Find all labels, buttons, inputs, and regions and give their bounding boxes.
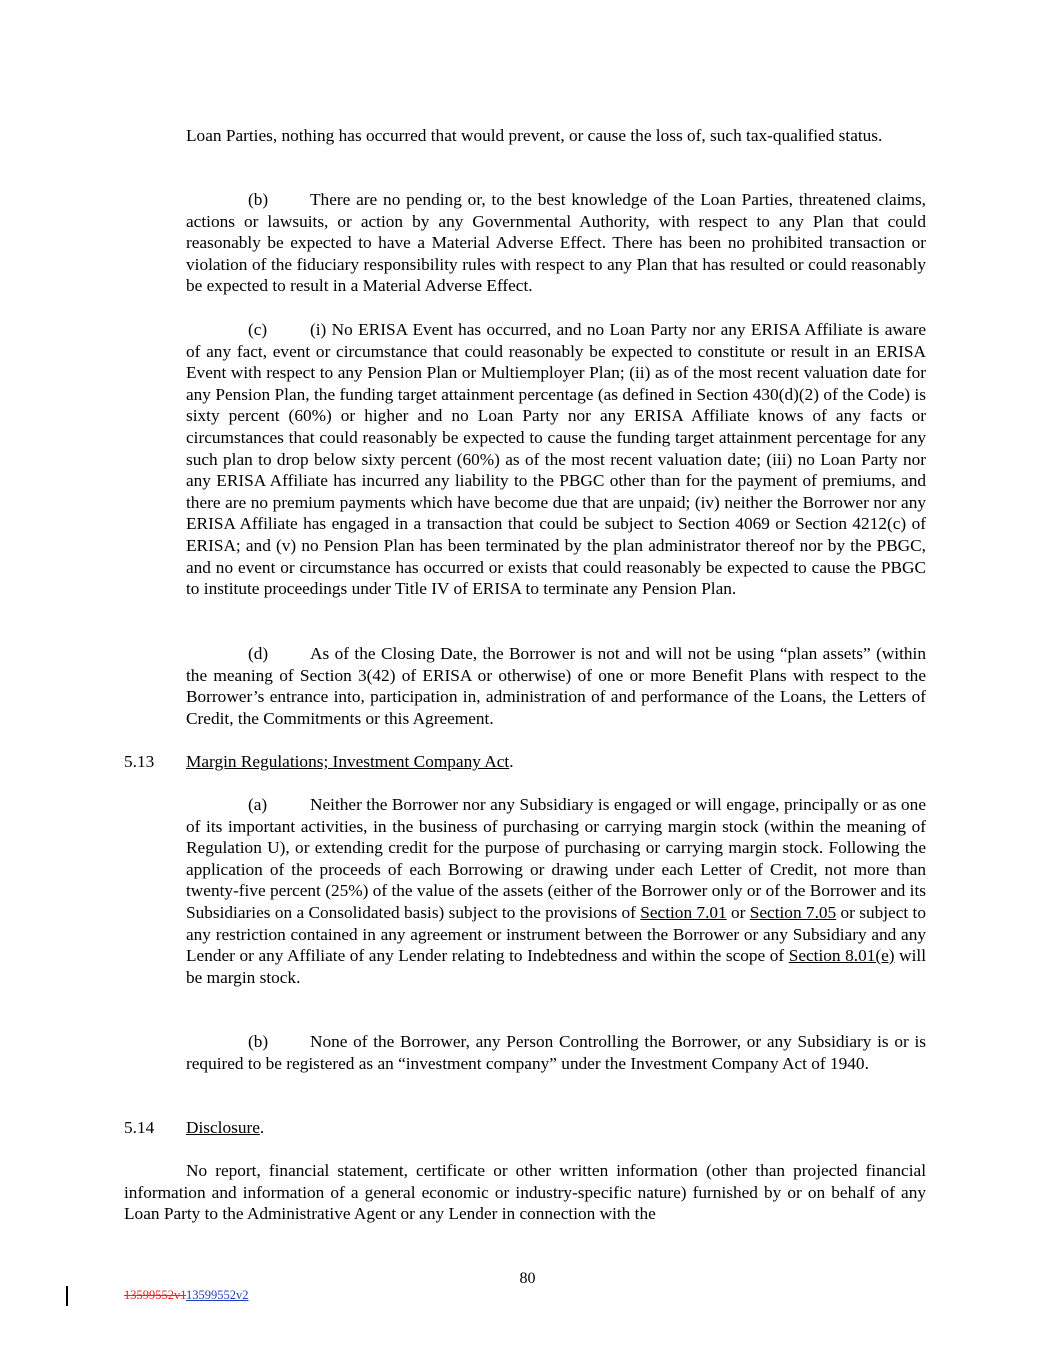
section-heading-513 xyxy=(124,751,514,773)
paragraph-text: No report, financial statement, certificate or other written information (other than projected financial information and information of a general economic or industry-specific nature) furnished by or on behalf of any Loan Party to the Administrative Agent or any Lender in connection with the xyxy=(124,1161,926,1224)
paragraph-text: As of the Closing Date, the Borrower is not and will not be using “plan assets” (within the meaning of Section 3(42) of ERISA or otherwise) of one or more Benefit Plans with respect to the Borrower’s entrance into, participation in, administration of and performance of the Loans, the Letters of Credit, the Commitments or this Agreement. xyxy=(186,644,926,728)
document-id xyxy=(124,1287,249,1303)
paragraph-513-b xyxy=(186,1031,926,1074)
paragraph-514 xyxy=(124,1160,926,1225)
clause-label: (b) xyxy=(248,1032,269,1051)
paragraph-text: There are no pending or, to the best knowledge of the Loan Parties, threatened claims, actions or lawsuits, or action by any Governmental Authority, with respect to any Plan that could reasonably be expected to have a Material Adverse Effect. There has been no prohibited transaction or violation of the fiduciary responsibility rules with respect to any Plan that has resulted or could reasonably be expected to result in a Material Adverse Effect. xyxy=(186,190,926,296)
section-number: 5.14 xyxy=(124,1118,155,1137)
clause-label: (c) xyxy=(248,320,268,339)
section-title: Disclosure xyxy=(186,1118,260,1137)
section-title-period: . xyxy=(259,1118,265,1137)
paragraph-continuation xyxy=(186,125,926,147)
paragraph-513-a xyxy=(186,794,926,988)
paragraph-text: (i) No ERISA Event has occurred, and no Loan Party nor any ERISA Affiliate is aware of any fact, event or circumstance that could reasonably be expected to constitute or result in an ERISA Event with respect to any Pension Plan or Multiemployer Plan; (ii) as of the most recent valuation date for any Pension Plan, the funding target attainment percentage (as defined in Section 430(d)(2) of the Code) is sixty percent (60%) or higher and no Loan Party nor any ERISA Affiliate knows of any facts or circumstances that could reasonably be expected to cause the funding target attainment percentage for any such plan to drop below sixty percent (60%) as of the most recent valuation date; (iii) no Loan Party nor any ERISA Affiliate has incurred any liability to the PBGC other than for the payment of premiums, and there are no premium payments which have become due that are unpaid; (iv) neither the Borrower nor any ERISA Affiliate has engaged in a transaction that could be subject to Section 4069 or Section 4212(c) of ERISA; and (v) no Pension Plan has been terminated by the plan administrator thereof nor by the PBGC, and no event or circumstance has occurred or exists that could reasonably be expected to cause the PBGC to institute proceedings under Title IV of ERISA to terminate any Pension Plan. xyxy=(186,320,926,599)
section-number: 5.13 xyxy=(124,752,155,771)
paragraph-b xyxy=(186,189,926,297)
clause-label: (a) xyxy=(248,795,268,814)
page-number: 80 xyxy=(519,1270,536,1287)
paragraph-text: will be margin stock. xyxy=(186,946,926,987)
paragraph-text: or xyxy=(726,902,750,922)
inserted-doc-id: 13599552v2 xyxy=(186,1288,249,1302)
clause-label: (b) xyxy=(248,190,269,209)
clause-label: (d) xyxy=(248,644,269,663)
section-reference-link[interactable]: Section 8.01(e) xyxy=(788,946,895,966)
section-heading-514 xyxy=(124,1117,264,1139)
section-reference-link[interactable]: Section 7.05 xyxy=(749,902,837,922)
paragraph-d xyxy=(186,643,926,729)
change-bar xyxy=(66,1286,68,1306)
section-title: Margin Regulations; Investment Company Act xyxy=(186,752,510,771)
section-reference-link[interactable]: Section 7.01 xyxy=(640,902,727,922)
paragraph-text: None of the Borrower, any Person Controlling the Borrower, or any Subsidiary is or is required to be registered as an “investment company” under the Investment Company Act of 1940. xyxy=(186,1032,926,1073)
paragraph-text: or subject to any restriction contained in any agreement or instrument between the Borrower or any Subsidiary and any Lender or any Affiliate of any Lender relating to Indebtedness and within the scope of xyxy=(186,902,926,966)
paragraph-c xyxy=(186,319,926,600)
paragraph-text: Neither the Borrower nor any Subsidiary is engaged or will engage, principally or as one of its important activities, in the business of purchasing or carrying margin stock (within the meaning of Regulation U), or extending credit for the purpose of purchasing or carrying margin stock. Following the application of the proceeds of each Borrowing or drawing under each Letter of Credit, not more than twenty-five percent (25%) of the value of the assets (either of the Borrower only or of the Borrower and its Subsidiaries on a Consolidated basis) subject to the provisions of xyxy=(186,795,926,922)
deleted-doc-id: 13599552v1 xyxy=(124,1288,187,1302)
paragraph-text: Loan Parties, nothing has occurred that would prevent, or cause the loss of, such tax-qualified status. xyxy=(186,126,883,145)
section-title-period: . xyxy=(509,752,514,771)
